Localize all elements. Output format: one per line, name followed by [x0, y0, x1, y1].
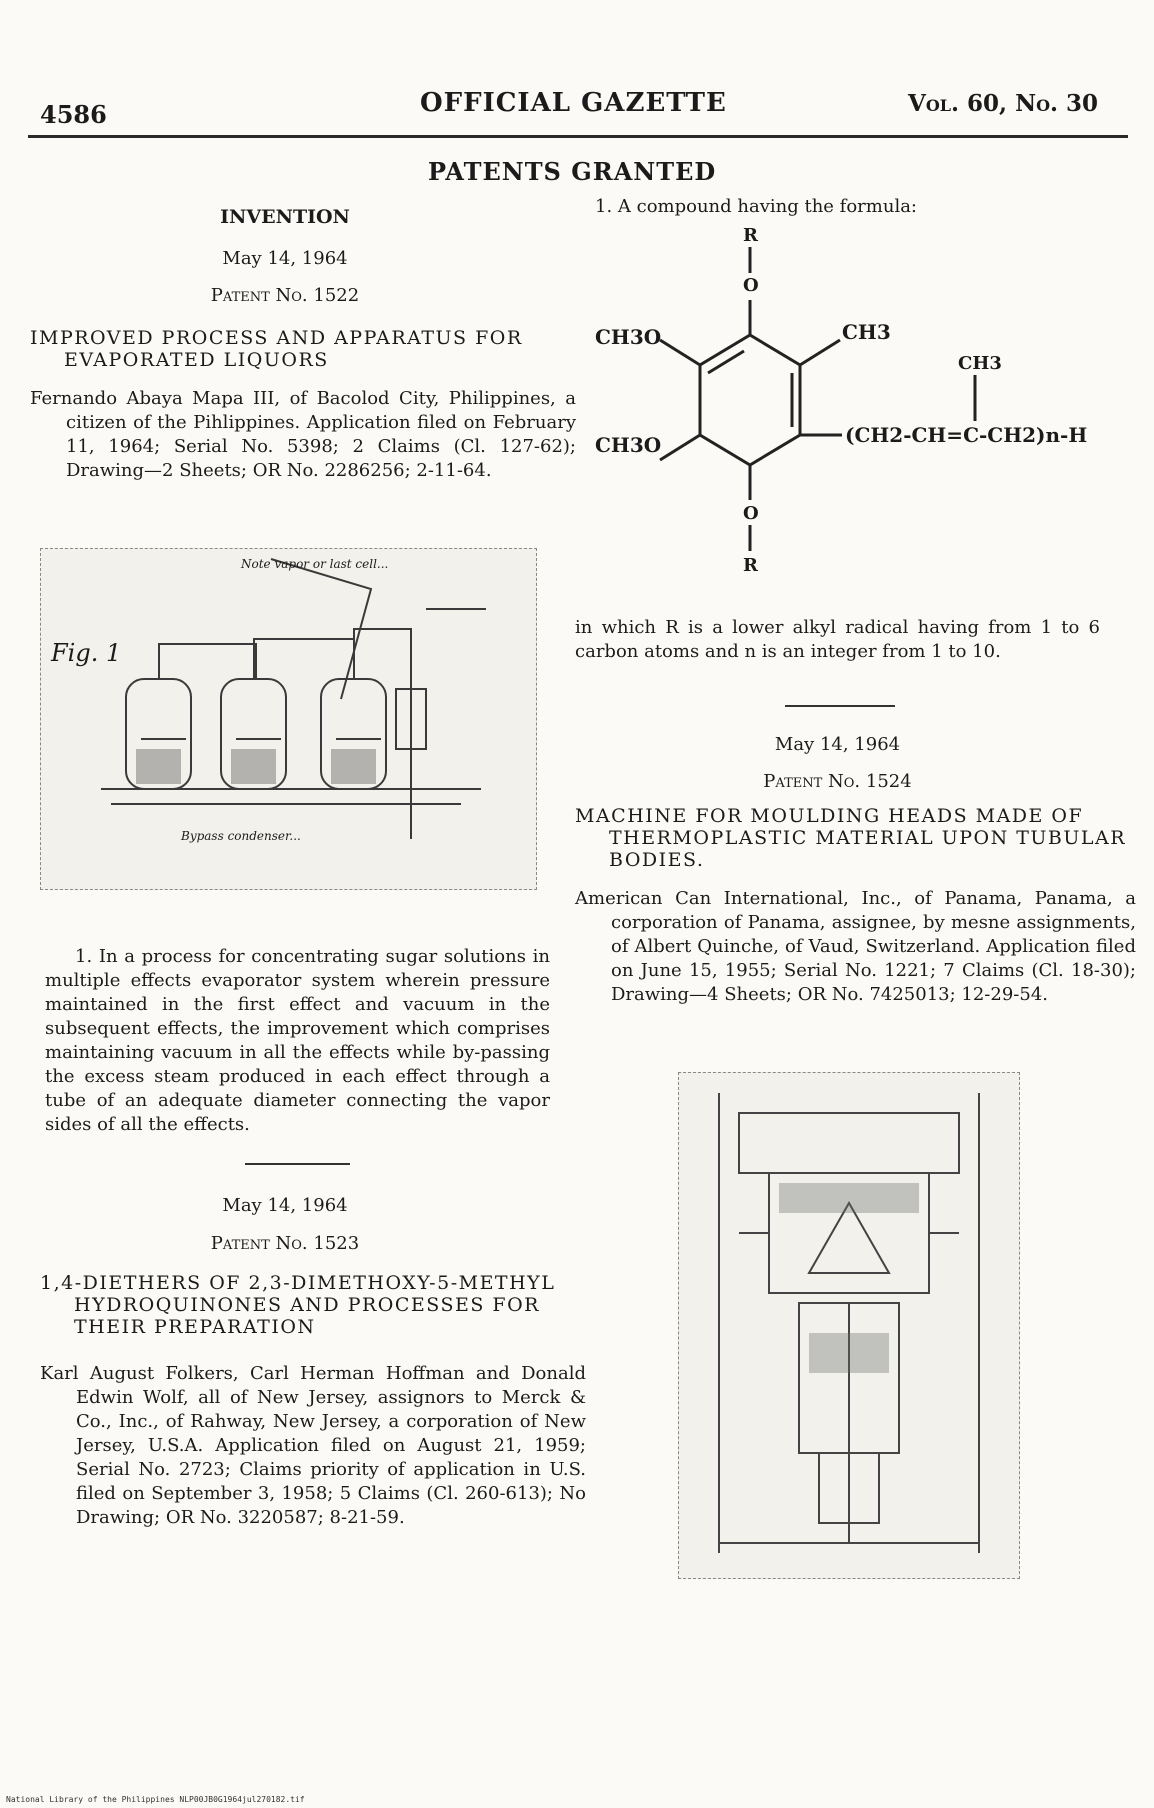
patent3-number: Patent No. 1524	[763, 771, 912, 792]
fig-label: Fig. 1	[51, 639, 122, 667]
category-heading: INVENTION	[220, 206, 350, 228]
gazette-title: OFFICIAL GAZETTE	[420, 88, 727, 118]
formula-o-bottom: O	[743, 503, 759, 524]
patent3-applicant: American Can International, Inc., of Panama, Panama, a corporation of Panama, assignee, by mesne assignments, of Albert Quinche, of Vaud, Switzerland. Application filed on June 15, 1955; Serial No. 1221; 7 Claims (Cl. 18-30); Drawing—4 Sheets; OR No. 7425013; 12-29-54.	[575, 888, 1136, 1005]
hydroquinone-diagram	[580, 225, 1100, 605]
formula-ch3o-2: CH3O	[595, 433, 662, 457]
formula-r-bottom: R	[743, 555, 758, 576]
patent1-applicant: Fernando Abaya Mapa III, of Bacolod City, Philippines, a citizen of the Pihlippines. Application filed on February 11, 1964; Serial No. 5398; 2 Claims (Cl. 127-62); Drawing—2 Sheets; OR No. 2286256; 2-11-64.	[30, 388, 576, 481]
page-number: 4586	[40, 100, 107, 129]
formula-r-top: R	[743, 225, 758, 246]
patent1-title: IMPROVED PROCESS AND APPARATUS FOR EVAPORATED LIQUORS	[30, 327, 523, 371]
separator-rule	[785, 705, 895, 707]
patent1-number: Patent No. 1522	[210, 285, 360, 306]
patent2-date: May 14, 1964	[222, 1195, 348, 1216]
formula-ch3-side: CH3	[958, 353, 1002, 374]
chemical-structure	[580, 225, 1100, 605]
patent2-title: 1,4-DIETHERS OF 2,3-DIMETHOXY-5-METHYL HYDROQUINONES AND PROCESSES FOR THEIR PREPARATION	[40, 1272, 556, 1338]
claim-tail: in which R is a lower alkyl radical having from 1 to 6 carbon atoms and n is an integer from 1 to 10.	[575, 617, 1100, 662]
section-title: PATENTS GRANTED	[428, 157, 717, 186]
patent2-applicant: Karl August Folkers, Carl Herman Hoffman and Donald Edwin Wolf, all of New Jersey, assignors to Merck & Co., Inc., of Rahway, New Jersey, a corporation of New Jersey, U.S.A. Application filed on August 21, 1959; Serial No. 2723; Claims priority of application in U.S. filed on September 3, 1958; 5 Claims (Cl. 260-613); No Drawing; OR No. 3220587; 8-21-59.	[40, 1363, 586, 1528]
patent1-claim: 1. In a process for concentrating sugar solutions in multiple effects evaporator system wherein pressure maintained in the first effect and vacuum in the subsequent effects, the improvement which comprises maintaining vacuum in all the effects while by-passing the excess steam produced in each effect through a tube of an adequate diameter connecting the vapor sides of all the effects.	[45, 946, 550, 1135]
drawing-note-top: Note vapor or last cell...	[241, 557, 389, 571]
patent3-date: May 14, 1964	[774, 734, 901, 755]
volume-label: Vol. 60, No. 30	[908, 90, 1099, 117]
patent3-title: MACHINE FOR MOULDING HEADS MADE OF THERMOPLASTIC MATERIAL UPON TUBULAR BODIES.	[575, 805, 1127, 871]
patent2-number: Patent No. 1523	[210, 1233, 360, 1254]
moulding-machine-schematic	[679, 1073, 1019, 1578]
formula-o-top: O	[743, 275, 759, 296]
footer-source: National Library of the Philippines NLP00JB0G1964jul270182.tif	[6, 1795, 305, 1804]
patent1-drawing	[40, 548, 537, 890]
separator-rule	[245, 1163, 350, 1165]
header-rule	[28, 135, 1128, 138]
formula-ch3o-1: CH3O	[595, 325, 662, 349]
patent1-date: May 14, 1964	[222, 248, 348, 269]
claim-intro: 1. A compound having the formula:	[595, 196, 917, 217]
formula-ch3-right: CH3	[842, 320, 891, 344]
patent3-drawing	[678, 1072, 1020, 1579]
drawing-note-bottom: Bypass condenser...	[181, 829, 301, 843]
formula-chain: (CH2-CH=C-CH2)n-H	[845, 423, 1088, 447]
